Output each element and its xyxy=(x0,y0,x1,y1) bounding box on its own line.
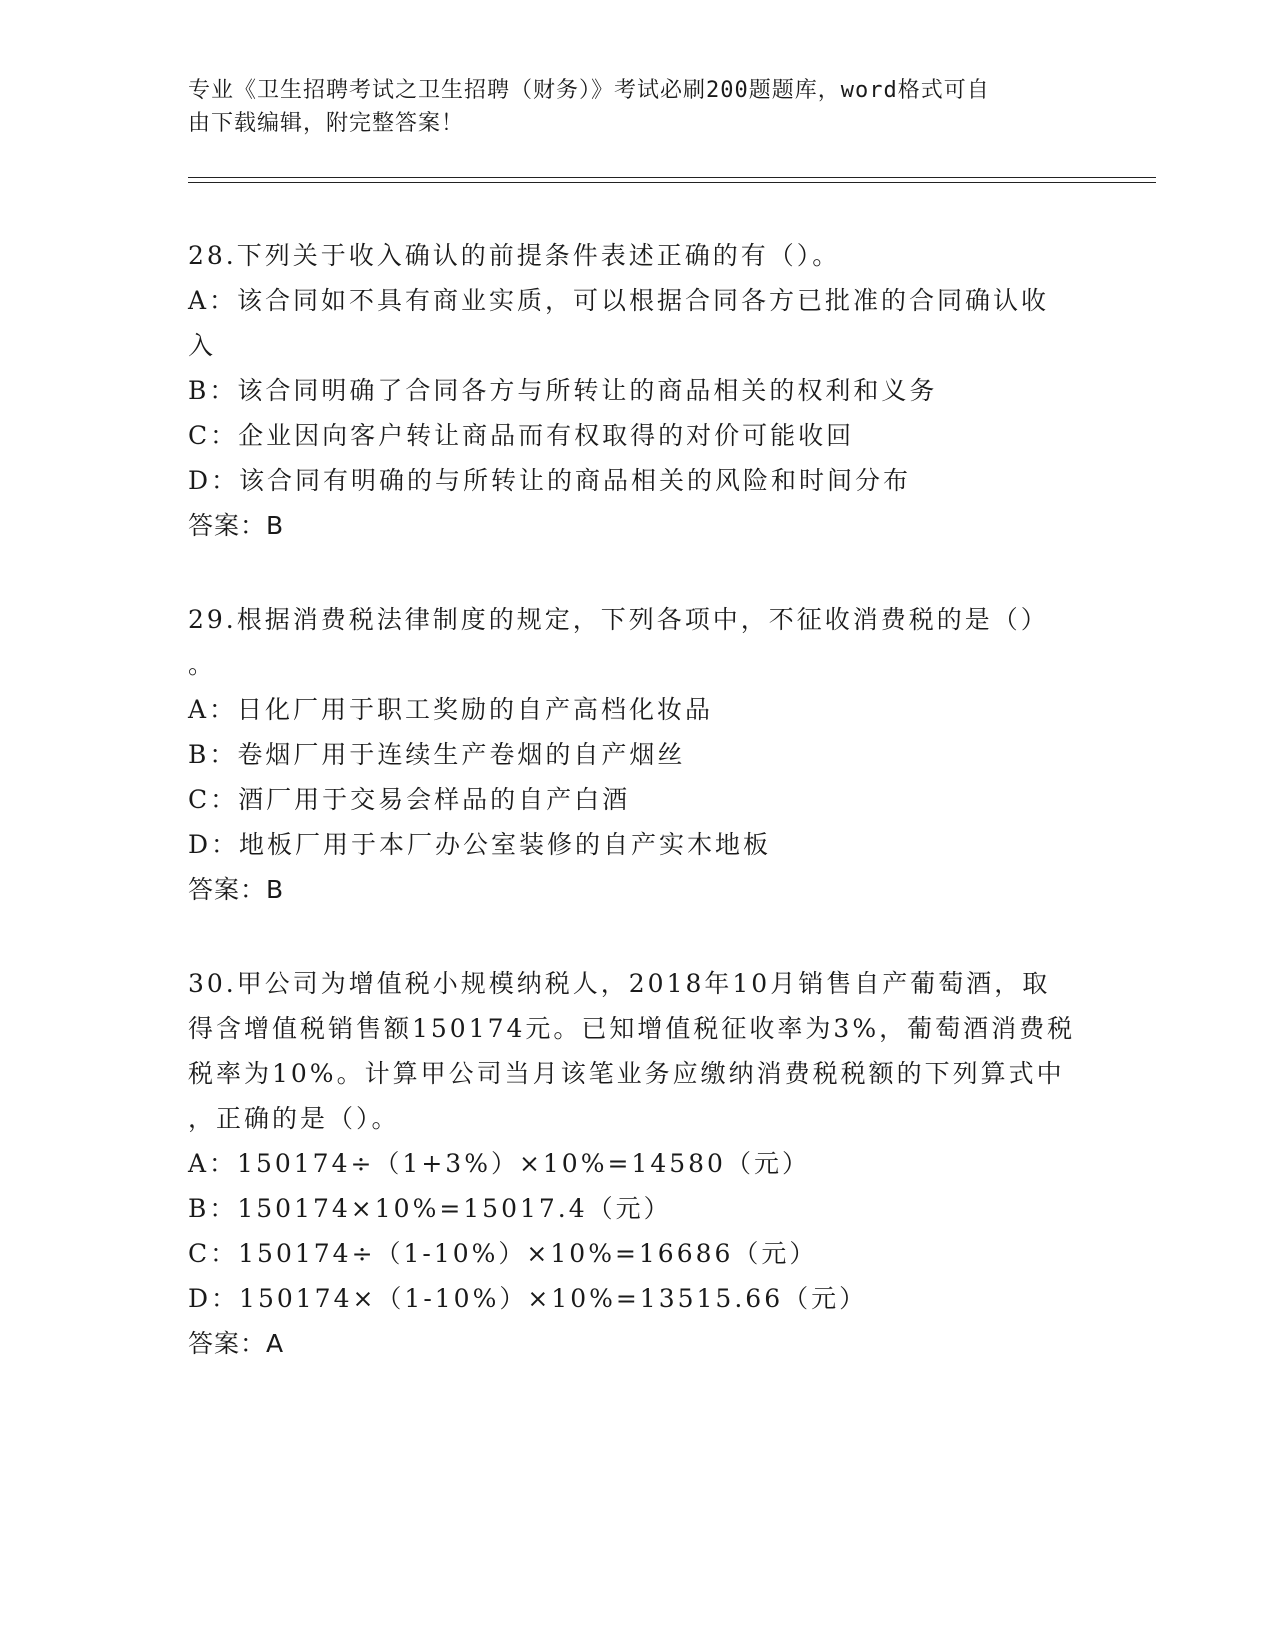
header-line-2: 由下载编辑，附完整答案！ xyxy=(188,111,465,136)
option-b: B：该合同明确了合同各方与所转让的商品相关的权利和义务 xyxy=(188,376,938,405)
option-b: B：卷烟厂用于连续生产卷烟的自产烟丝 xyxy=(188,740,686,769)
header-line-1: 专业《卫生招聘考试之卫生招聘（财务）》考试必刷200题题库，word格式可自 xyxy=(188,78,990,103)
option-d: D：150174×（1-10%）×10%=13515.66（元） xyxy=(188,1284,868,1313)
option-a: A：该合同如不具有商业实质，可以根据合同各方已批准的合同确认收 xyxy=(188,286,1050,315)
answer: 答案：B xyxy=(188,511,285,540)
document-header xyxy=(188,74,1068,140)
option-b: B：150174×10%=15017.4（元） xyxy=(188,1194,672,1223)
option-d: D：地板厂用于本厂办公室装修的自产实木地板 xyxy=(188,830,772,859)
option-a: A：日化厂用于职工奖励的自产高档化妆品 xyxy=(188,695,714,724)
question-stem: 28.下列关于收入确认的前提条件表述正确的有（）。 xyxy=(188,241,841,270)
option-a: A：150174÷（1+3%）×10%=14580（元） xyxy=(188,1149,810,1178)
question-stem-continued: 税率为10%。计算甲公司当月该笔业务应缴纳消费税税额的下列算式中 xyxy=(188,1059,1065,1088)
question-28 xyxy=(188,233,1078,548)
header-divider-bottom xyxy=(188,182,1156,183)
option-c: C：酒厂用于交易会样品的自产白酒 xyxy=(188,785,631,814)
question-stem: 29.根据消费税法律制度的规定，下列各项中，不征收消费税的是（） xyxy=(188,605,1049,634)
question-30 xyxy=(188,961,1078,1366)
question-29 xyxy=(188,597,1078,912)
question-stem: 30.甲公司为增值税小规模纳税人，2018年10月销售自产葡萄酒，取 xyxy=(188,969,1051,998)
option-c: C：150174÷（1-10%）×10%=16686（元） xyxy=(188,1239,818,1268)
answer: 答案：A xyxy=(188,1329,285,1358)
option-c: C：企业因向客户转让商品而有权取得的对价可能收回 xyxy=(188,421,855,450)
answer: 答案：B xyxy=(188,875,285,904)
question-stem-continued: 得含增值税销售额150174元。已知增值税征收率为3%，葡萄酒消费税 xyxy=(188,1014,1076,1043)
question-stem-continued: 。 xyxy=(188,650,217,679)
option-d: D：该合同有明确的与所转让的商品相关的风险和时间分布 xyxy=(188,466,912,495)
option-a-continued: 入 xyxy=(188,331,217,360)
question-stem-continued: ，正确的是（）。 xyxy=(188,1104,400,1133)
header-divider-top xyxy=(188,177,1156,178)
